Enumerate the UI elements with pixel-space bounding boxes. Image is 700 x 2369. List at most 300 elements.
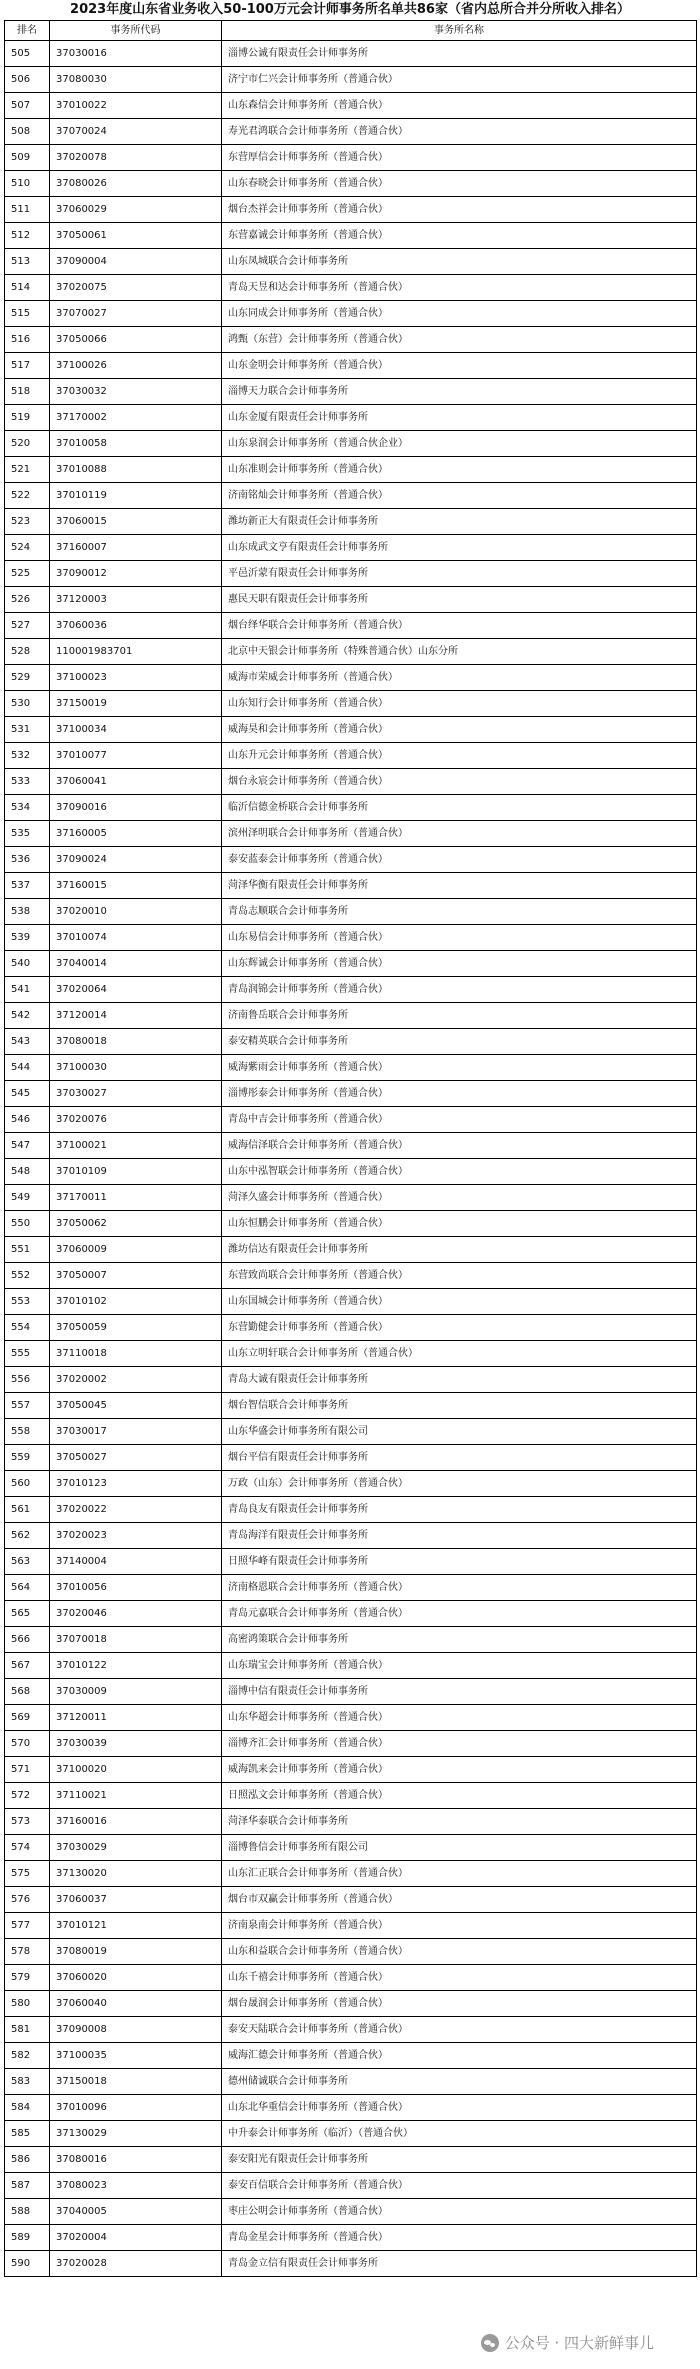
table-row <box>5 795 697 821</box>
code-cell: 37010088 <box>50 457 222 483</box>
name-cell: 万政（山东）会计师事务所（普通合伙） <box>222 1471 697 1497</box>
name-cell: 山东恒鹏会计师事务所（普通合伙） <box>222 1211 697 1237</box>
code-cell: 37090016 <box>50 795 222 821</box>
table-row <box>5 1133 697 1159</box>
name-cell: 淄博彤泰会计师事务所（普通合伙） <box>222 1081 697 1107</box>
name-cell: 菏泽华衡有限责任会计师事务所 <box>222 873 697 899</box>
table-row <box>5 1887 697 1913</box>
name-cell: 威海昊和会计师事务所（普通合伙） <box>222 717 697 743</box>
rank-cell: 534 <box>5 795 50 821</box>
rank-cell: 536 <box>5 847 50 873</box>
code-cell: 37100020 <box>50 1757 222 1783</box>
rank-cell: 519 <box>5 405 50 431</box>
code-cell: 37010022 <box>50 93 222 119</box>
code-cell: 37030032 <box>50 379 222 405</box>
page-title: 2023年度山东省业务收入50-100万元会计师事务所名单共86家（省内总所合并分所收入排名） <box>70 2 630 17</box>
rank-cell: 517 <box>5 353 50 379</box>
table-header-row <box>5 21 697 41</box>
code-cell: 37060029 <box>50 197 222 223</box>
table-row <box>5 1679 697 1705</box>
table-row <box>5 431 697 457</box>
name-cell: 淄博天力联合会计师事务所 <box>222 379 697 405</box>
name-cell: 东营嘉诚会计师事务所（普通合伙） <box>222 223 697 249</box>
code-cell: 37090024 <box>50 847 222 873</box>
code-cell: 37080026 <box>50 171 222 197</box>
code-cell: 37160005 <box>50 821 222 847</box>
name-cell: 烟台晟润会计师事务所（普通合伙） <box>222 1991 697 2017</box>
code-cell: 37120014 <box>50 1003 222 1029</box>
code-cell: 37070018 <box>50 1627 222 1653</box>
table-row <box>5 41 697 67</box>
name-cell: 青岛金立信有限责任会计师事务所 <box>222 2251 697 2277</box>
code-cell: 37100030 <box>50 1055 222 1081</box>
rank-cell: 556 <box>5 1367 50 1393</box>
header-rank: 排名 <box>5 21 50 41</box>
table-row <box>5 2147 697 2173</box>
table-row <box>5 171 697 197</box>
rank-cell: 562 <box>5 1523 50 1549</box>
table-row <box>5 2121 697 2147</box>
table-row <box>5 2069 697 2095</box>
name-cell: 潍坊新正大有限责任会计师事务所 <box>222 509 697 535</box>
rank-cell: 521 <box>5 457 50 483</box>
code-cell: 37020075 <box>50 275 222 301</box>
rank-cell: 577 <box>5 1913 50 1939</box>
code-cell: 37050027 <box>50 1445 222 1471</box>
name-cell: 烟台市双赢会计师事务所（普通合伙） <box>222 1887 697 1913</box>
table-row <box>5 2225 697 2251</box>
firm-ranking-table <box>4 20 697 2277</box>
table-row <box>5 1523 697 1549</box>
code-cell: 37150019 <box>50 691 222 717</box>
rank-cell: 558 <box>5 1419 50 1445</box>
code-cell: 37100023 <box>50 665 222 691</box>
code-cell: 37140004 <box>50 1549 222 1575</box>
code-cell: 37030016 <box>50 41 222 67</box>
rank-cell: 507 <box>5 93 50 119</box>
rank-cell: 537 <box>5 873 50 899</box>
name-cell: 淄博鲁信会计师事务所有限公司 <box>222 1835 697 1861</box>
table-row <box>5 925 697 951</box>
name-cell: 潍坊信达有限责任会计师事务所 <box>222 1237 697 1263</box>
rank-cell: 559 <box>5 1445 50 1471</box>
rank-cell: 548 <box>5 1159 50 1185</box>
code-cell: 37080023 <box>50 2173 222 2199</box>
name-cell: 烟台智信联合会计师事务所 <box>222 1393 697 1419</box>
code-cell: 37070027 <box>50 301 222 327</box>
table-row <box>5 769 697 795</box>
name-cell: 山东金厦有限责任会计师事务所 <box>222 405 697 431</box>
name-cell: 青岛润锦会计师事务所（普通合伙） <box>222 977 697 1003</box>
name-cell: 北京中天银会计师事务所（特殊普通合伙）山东分所 <box>222 639 697 665</box>
rank-cell: 589 <box>5 2225 50 2251</box>
table-row <box>5 2199 697 2225</box>
table-row <box>5 1575 697 1601</box>
rank-cell: 551 <box>5 1237 50 1263</box>
rank-cell: 585 <box>5 2121 50 2147</box>
table-row <box>5 691 697 717</box>
name-cell: 山东凤城联合会计师事务所 <box>222 249 697 275</box>
code-cell: 37130029 <box>50 2121 222 2147</box>
table-row <box>5 587 697 613</box>
rank-cell: 572 <box>5 1783 50 1809</box>
rank-cell: 554 <box>5 1315 50 1341</box>
code-cell: 37110021 <box>50 1783 222 1809</box>
rank-cell: 583 <box>5 2069 50 2095</box>
name-cell: 威海紫雨会计师事务所（普通合伙） <box>222 1055 697 1081</box>
code-cell: 37080019 <box>50 1939 222 1965</box>
rank-cell: 575 <box>5 1861 50 1887</box>
table-row <box>5 301 697 327</box>
code-cell: 37020076 <box>50 1107 222 1133</box>
code-cell: 37100034 <box>50 717 222 743</box>
table-row <box>5 379 697 405</box>
name-cell: 烟台平信有限责任会计师事务所 <box>222 1445 697 1471</box>
rank-cell: 587 <box>5 2173 50 2199</box>
table-row <box>5 1315 697 1341</box>
name-cell: 山东金明会计师事务所（普通合伙） <box>222 353 697 379</box>
document <box>4 0 696 2277</box>
code-cell: 37100021 <box>50 1133 222 1159</box>
rank-cell: 532 <box>5 743 50 769</box>
code-cell: 37050045 <box>50 1393 222 1419</box>
rank-cell: 543 <box>5 1029 50 1055</box>
rank-cell: 581 <box>5 2017 50 2043</box>
rank-cell: 529 <box>5 665 50 691</box>
header-name: 事务所名称 <box>222 21 697 41</box>
name-cell: 威海汇德会计师事务所（普通合伙） <box>222 2043 697 2069</box>
table-row <box>5 1237 697 1263</box>
table-row <box>5 1497 697 1523</box>
rank-cell: 550 <box>5 1211 50 1237</box>
rank-cell: 516 <box>5 327 50 353</box>
table-row <box>5 1861 697 1887</box>
code-cell: 37010119 <box>50 483 222 509</box>
table-row <box>5 561 697 587</box>
name-cell: 山东国城会计师事务所（普通合伙） <box>222 1289 697 1315</box>
name-cell: 东营勤健会计师事务所（普通合伙） <box>222 1315 697 1341</box>
rank-cell: 549 <box>5 1185 50 1211</box>
table-row <box>5 145 697 171</box>
code-cell: 37100035 <box>50 2043 222 2069</box>
name-cell: 青岛良友有限责任会计师事务所 <box>222 1497 697 1523</box>
rank-cell: 579 <box>5 1965 50 1991</box>
rank-cell: 584 <box>5 2095 50 2121</box>
name-cell: 惠民天职有限责任会计师事务所 <box>222 587 697 613</box>
name-cell: 山东汇正联合会计师事务所（普通合伙） <box>222 1861 697 1887</box>
rank-cell: 510 <box>5 171 50 197</box>
code-cell: 37150018 <box>50 2069 222 2095</box>
table-row <box>5 1809 697 1835</box>
rank-cell: 512 <box>5 223 50 249</box>
rank-cell: 546 <box>5 1107 50 1133</box>
rank-cell: 555 <box>5 1341 50 1367</box>
rank-cell: 582 <box>5 2043 50 2069</box>
code-cell: 110001983701 <box>50 639 222 665</box>
table-row <box>5 483 697 509</box>
name-cell: 青岛中吉会计师事务所（普通合伙） <box>222 1107 697 1133</box>
code-cell: 37020022 <box>50 1497 222 1523</box>
table-row <box>5 1211 697 1237</box>
table-row <box>5 1601 697 1627</box>
table-row <box>5 1965 697 1991</box>
watermark-text: 公众号 · 四大新鲜事儿 <box>504 2334 654 2352</box>
table-row <box>5 457 697 483</box>
table-row <box>5 405 697 431</box>
name-cell: 青岛天昱和达会计师事务所（普通合伙） <box>222 275 697 301</box>
code-cell: 37040005 <box>50 2199 222 2225</box>
name-cell: 山东易信会计师事务所（普通合伙） <box>222 925 697 951</box>
table-row <box>5 197 697 223</box>
code-cell: 37060020 <box>50 1965 222 1991</box>
wechat-icon <box>481 2334 499 2352</box>
table-row <box>5 275 697 301</box>
rank-cell: 560 <box>5 1471 50 1497</box>
table-row <box>5 1029 697 1055</box>
rank-cell: 541 <box>5 977 50 1003</box>
code-cell: 37160007 <box>50 535 222 561</box>
name-cell: 高密鸿策联合会计师事务所 <box>222 1627 697 1653</box>
table-body <box>5 41 697 2277</box>
rank-cell: 590 <box>5 2251 50 2277</box>
rank-cell: 515 <box>5 301 50 327</box>
rank-cell: 565 <box>5 1601 50 1627</box>
code-cell: 37060037 <box>50 1887 222 1913</box>
name-cell: 山东北华重信会计师事务所（普通合伙） <box>222 2095 697 2121</box>
name-cell: 山东瑞宝会计师事务所（普通合伙） <box>222 1653 697 1679</box>
rank-cell: 574 <box>5 1835 50 1861</box>
rank-cell: 557 <box>5 1393 50 1419</box>
name-cell: 济宁市仁兴会计师事务所（普通合伙） <box>222 67 697 93</box>
table-row <box>5 665 697 691</box>
name-cell: 青岛海洋有限责任会计师事务所 <box>222 1523 697 1549</box>
name-cell: 山东知行会计师事务所（普通合伙） <box>222 691 697 717</box>
code-cell: 37110018 <box>50 1341 222 1367</box>
name-cell: 临沂信德金桥联合会计师事务所 <box>222 795 697 821</box>
name-cell: 威海市荣威会计师事务所（普通合伙） <box>222 665 697 691</box>
code-cell: 37030039 <box>50 1731 222 1757</box>
header-code: 事务所代码 <box>50 21 222 41</box>
name-cell: 平邑沂蒙有限责任会计师事务所 <box>222 561 697 587</box>
rank-cell: 545 <box>5 1081 50 1107</box>
rank-cell: 588 <box>5 2199 50 2225</box>
code-cell: 37020028 <box>50 2251 222 2277</box>
code-cell: 37050066 <box>50 327 222 353</box>
watermark <box>475 2330 660 2355</box>
rank-cell: 523 <box>5 509 50 535</box>
name-cell: 德州储诚联合会计师事务所 <box>222 2069 697 2095</box>
code-cell: 37030029 <box>50 1835 222 1861</box>
table-row <box>5 1991 697 2017</box>
code-cell: 37170011 <box>50 1185 222 1211</box>
code-cell: 37010074 <box>50 925 222 951</box>
rank-cell: 539 <box>5 925 50 951</box>
rank-cell: 567 <box>5 1653 50 1679</box>
name-cell: 烟台绎华联合会计师事务所（普通合伙） <box>222 613 697 639</box>
name-cell: 菏泽久盛会计师事务所（普通合伙） <box>222 1185 697 1211</box>
name-cell: 山东华超会计师事务所（普通合伙） <box>222 1705 697 1731</box>
name-cell: 东营厚信会计师事务所（普通合伙） <box>222 145 697 171</box>
table-row <box>5 717 697 743</box>
code-cell: 37050007 <box>50 1263 222 1289</box>
code-cell: 37160016 <box>50 1809 222 1835</box>
name-cell: 日照华峰有限责任会计师事务所 <box>222 1549 697 1575</box>
name-cell: 寿光君鸿联合会计师事务所（普通合伙） <box>222 119 697 145</box>
code-cell: 37050062 <box>50 1211 222 1237</box>
name-cell: 中升泰会计师事务所（临沂）（普通合伙） <box>222 2121 697 2147</box>
name-cell: 济南鲁岳联合会计师事务所 <box>222 1003 697 1029</box>
rank-cell: 511 <box>5 197 50 223</box>
code-cell: 37020002 <box>50 1367 222 1393</box>
code-cell: 37130020 <box>50 1861 222 1887</box>
name-cell: 山东华盛会计师事务所有限公司 <box>222 1419 697 1445</box>
name-cell: 枣庄公明会计师事务所（普通合伙） <box>222 2199 697 2225</box>
rank-cell: 561 <box>5 1497 50 1523</box>
rank-cell: 538 <box>5 899 50 925</box>
code-cell: 37080030 <box>50 67 222 93</box>
table-row <box>5 353 697 379</box>
table-row <box>5 1263 697 1289</box>
code-cell: 37010122 <box>50 1653 222 1679</box>
code-cell: 37010056 <box>50 1575 222 1601</box>
name-cell: 青岛金星会计师事务所（普通合伙） <box>222 2225 697 2251</box>
code-cell: 37010096 <box>50 2095 222 2121</box>
table-row <box>5 873 697 899</box>
name-cell: 山东立明轩联合会计师事务所（普通合伙） <box>222 1341 697 1367</box>
rank-cell: 580 <box>5 1991 50 2017</box>
table-row <box>5 67 697 93</box>
rank-cell: 535 <box>5 821 50 847</box>
table-row <box>5 223 697 249</box>
name-cell: 日照泓文会计师事务所（普通合伙） <box>222 1783 697 1809</box>
rank-cell: 527 <box>5 613 50 639</box>
name-cell: 山东同成会计师事务所（普通合伙） <box>222 301 697 327</box>
name-cell: 淄博齐汇会计师事务所（普通合伙） <box>222 1731 697 1757</box>
rank-cell: 566 <box>5 1627 50 1653</box>
name-cell: 济南铭灿会计师事务所（普通合伙） <box>222 483 697 509</box>
rank-cell: 563 <box>5 1549 50 1575</box>
code-cell: 37020004 <box>50 2225 222 2251</box>
rank-cell: 552 <box>5 1263 50 1289</box>
rank-cell: 533 <box>5 769 50 795</box>
name-cell: 东营致尚联合会计师事务所（普通合伙） <box>222 1263 697 1289</box>
code-cell: 37050061 <box>50 223 222 249</box>
table-row <box>5 1055 697 1081</box>
code-cell: 37060036 <box>50 613 222 639</box>
table-row <box>5 1549 697 1575</box>
table-row <box>5 1445 697 1471</box>
name-cell: 泰安百信联合会计师事务所（普通合伙） <box>222 2173 697 2199</box>
table-row <box>5 613 697 639</box>
name-cell: 山东森信会计师事务所（普通合伙） <box>222 93 697 119</box>
rank-cell: 526 <box>5 587 50 613</box>
code-cell: 37100026 <box>50 353 222 379</box>
name-cell: 山东升元会计师事务所（普通合伙） <box>222 743 697 769</box>
code-cell: 37020023 <box>50 1523 222 1549</box>
code-cell: 37090004 <box>50 249 222 275</box>
code-cell: 37020046 <box>50 1601 222 1627</box>
name-cell: 烟台永宸会计师事务所（普通合伙） <box>222 769 697 795</box>
name-cell: 泰安天陆联合会计师事务所（普通合伙） <box>222 2017 697 2043</box>
name-cell: 淄博公诚有限责任会计师事务所 <box>222 41 697 67</box>
name-cell: 山东泉润会计师事务所（普通合伙企业） <box>222 431 697 457</box>
code-cell: 37020010 <box>50 899 222 925</box>
code-cell: 37020078 <box>50 145 222 171</box>
code-cell: 37040014 <box>50 951 222 977</box>
code-cell: 37120011 <box>50 1705 222 1731</box>
rank-cell: 540 <box>5 951 50 977</box>
table-row <box>5 1913 697 1939</box>
rank-cell: 513 <box>5 249 50 275</box>
table-row <box>5 1705 697 1731</box>
rank-cell: 569 <box>5 1705 50 1731</box>
rank-cell: 514 <box>5 275 50 301</box>
name-cell: 山东千禧会计师事务所（普通合伙） <box>222 1965 697 1991</box>
name-cell: 青岛志顺联合会计师事务所 <box>222 899 697 925</box>
table-row <box>5 1653 697 1679</box>
table-row <box>5 951 697 977</box>
table-row <box>5 535 697 561</box>
name-cell: 泰安蓝泰会计师事务所（普通合伙） <box>222 847 697 873</box>
table-row <box>5 1757 697 1783</box>
table-row <box>5 1835 697 1861</box>
name-cell: 山东和益联合会计师事务所（普通合伙） <box>222 1939 697 1965</box>
rank-cell: 509 <box>5 145 50 171</box>
name-cell: 淄博中信有限责任会计师事务所 <box>222 1679 697 1705</box>
rank-cell: 531 <box>5 717 50 743</box>
name-cell: 滨州泽明联合会计师事务所（普通合伙） <box>222 821 697 847</box>
code-cell: 37010077 <box>50 743 222 769</box>
code-cell: 37060041 <box>50 769 222 795</box>
table-row <box>5 977 697 1003</box>
table-row <box>5 1289 697 1315</box>
table-row <box>5 821 697 847</box>
name-cell: 山东成武文亨有限责任会计师事务所 <box>222 535 697 561</box>
code-cell: 37010121 <box>50 1913 222 1939</box>
name-cell: 济南格恩联合会计师事务所（普通合伙） <box>222 1575 697 1601</box>
table-row <box>5 639 697 665</box>
rank-cell: 573 <box>5 1809 50 1835</box>
table-row <box>5 2095 697 2121</box>
table-row <box>5 1003 697 1029</box>
name-cell: 菏泽华泰联合会计师事务所 <box>222 1809 697 1835</box>
code-cell: 37010102 <box>50 1289 222 1315</box>
name-cell: 鸿甄（东营）会计师事务所（普通合伙） <box>222 327 697 353</box>
rank-cell: 525 <box>5 561 50 587</box>
name-cell: 济南泉南会计师事务所（普通合伙） <box>222 1913 697 1939</box>
rank-cell: 544 <box>5 1055 50 1081</box>
rank-cell: 520 <box>5 431 50 457</box>
table-row <box>5 119 697 145</box>
code-cell: 37010058 <box>50 431 222 457</box>
code-cell: 37020064 <box>50 977 222 1003</box>
code-cell: 37070024 <box>50 119 222 145</box>
table-row <box>5 1471 697 1497</box>
table-row <box>5 2173 697 2199</box>
table-row <box>5 1159 697 1185</box>
code-cell: 37080016 <box>50 2147 222 2173</box>
code-cell: 37010109 <box>50 1159 222 1185</box>
rank-cell: 506 <box>5 67 50 93</box>
table-row <box>5 1341 697 1367</box>
rank-cell: 542 <box>5 1003 50 1029</box>
table-row <box>5 2251 697 2277</box>
rank-cell: 528 <box>5 639 50 665</box>
table-row <box>5 2017 697 2043</box>
code-cell: 37050059 <box>50 1315 222 1341</box>
rank-cell: 568 <box>5 1679 50 1705</box>
table-row <box>5 899 697 925</box>
